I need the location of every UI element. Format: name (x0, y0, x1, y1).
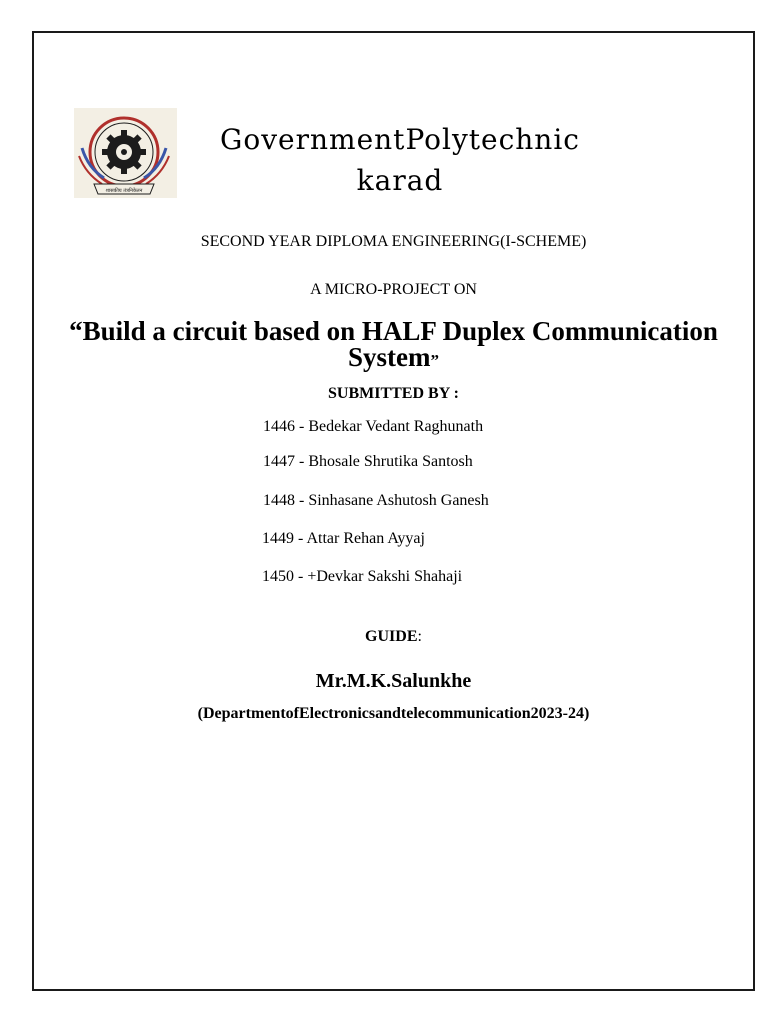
guide-name: Mr.M.K.Salunkhe (315, 670, 472, 692)
guide-label-row (32, 628, 755, 646)
guide-colon: : (417, 628, 422, 645)
project-title-line2 (32, 344, 755, 374)
gear-icon (102, 130, 146, 174)
open-quote: “ (69, 316, 83, 346)
project-title (32, 318, 755, 374)
member-3: 1448 - Sinhasane Ashutosh Ganesh (263, 492, 489, 509)
guide-label: GUIDE (365, 628, 418, 645)
guide-department: (DepartmentofElectronicsandtelecommunication2023-24) (197, 705, 590, 722)
member-2: 1447 - Bhosale Shrutika Santosh (263, 453, 473, 470)
project-title-line1 (32, 318, 755, 344)
close-quote: ” (430, 351, 439, 370)
project-title-text-line1: Build a circuit based on HALF Duplex Communication (82, 316, 718, 346)
project-title-text-line2: System (348, 342, 431, 372)
submitted-by-label: SUBMITTED BY : (328, 385, 459, 402)
institute-name-line1: GovernmentPolytechnic (220, 123, 580, 156)
course-line: SECOND YEAR DIPLOMA ENGINEERING(I-SCHEME) (200, 233, 587, 250)
logo-text: शासकीय तंत्रनिकेतन (105, 188, 143, 194)
member-4: 1449 - Attar Rehan Ayyaj (262, 530, 425, 547)
institute-name-line2: karad (356, 164, 444, 197)
institute-logo (74, 108, 177, 198)
member-5: 1450 - +Devkar Sakshi Shahaji (262, 568, 463, 585)
micro-project-line: A MICRO-PROJECT ON (310, 281, 477, 298)
member-1: 1446 - Bedekar Vedant Raghunath (263, 418, 484, 435)
